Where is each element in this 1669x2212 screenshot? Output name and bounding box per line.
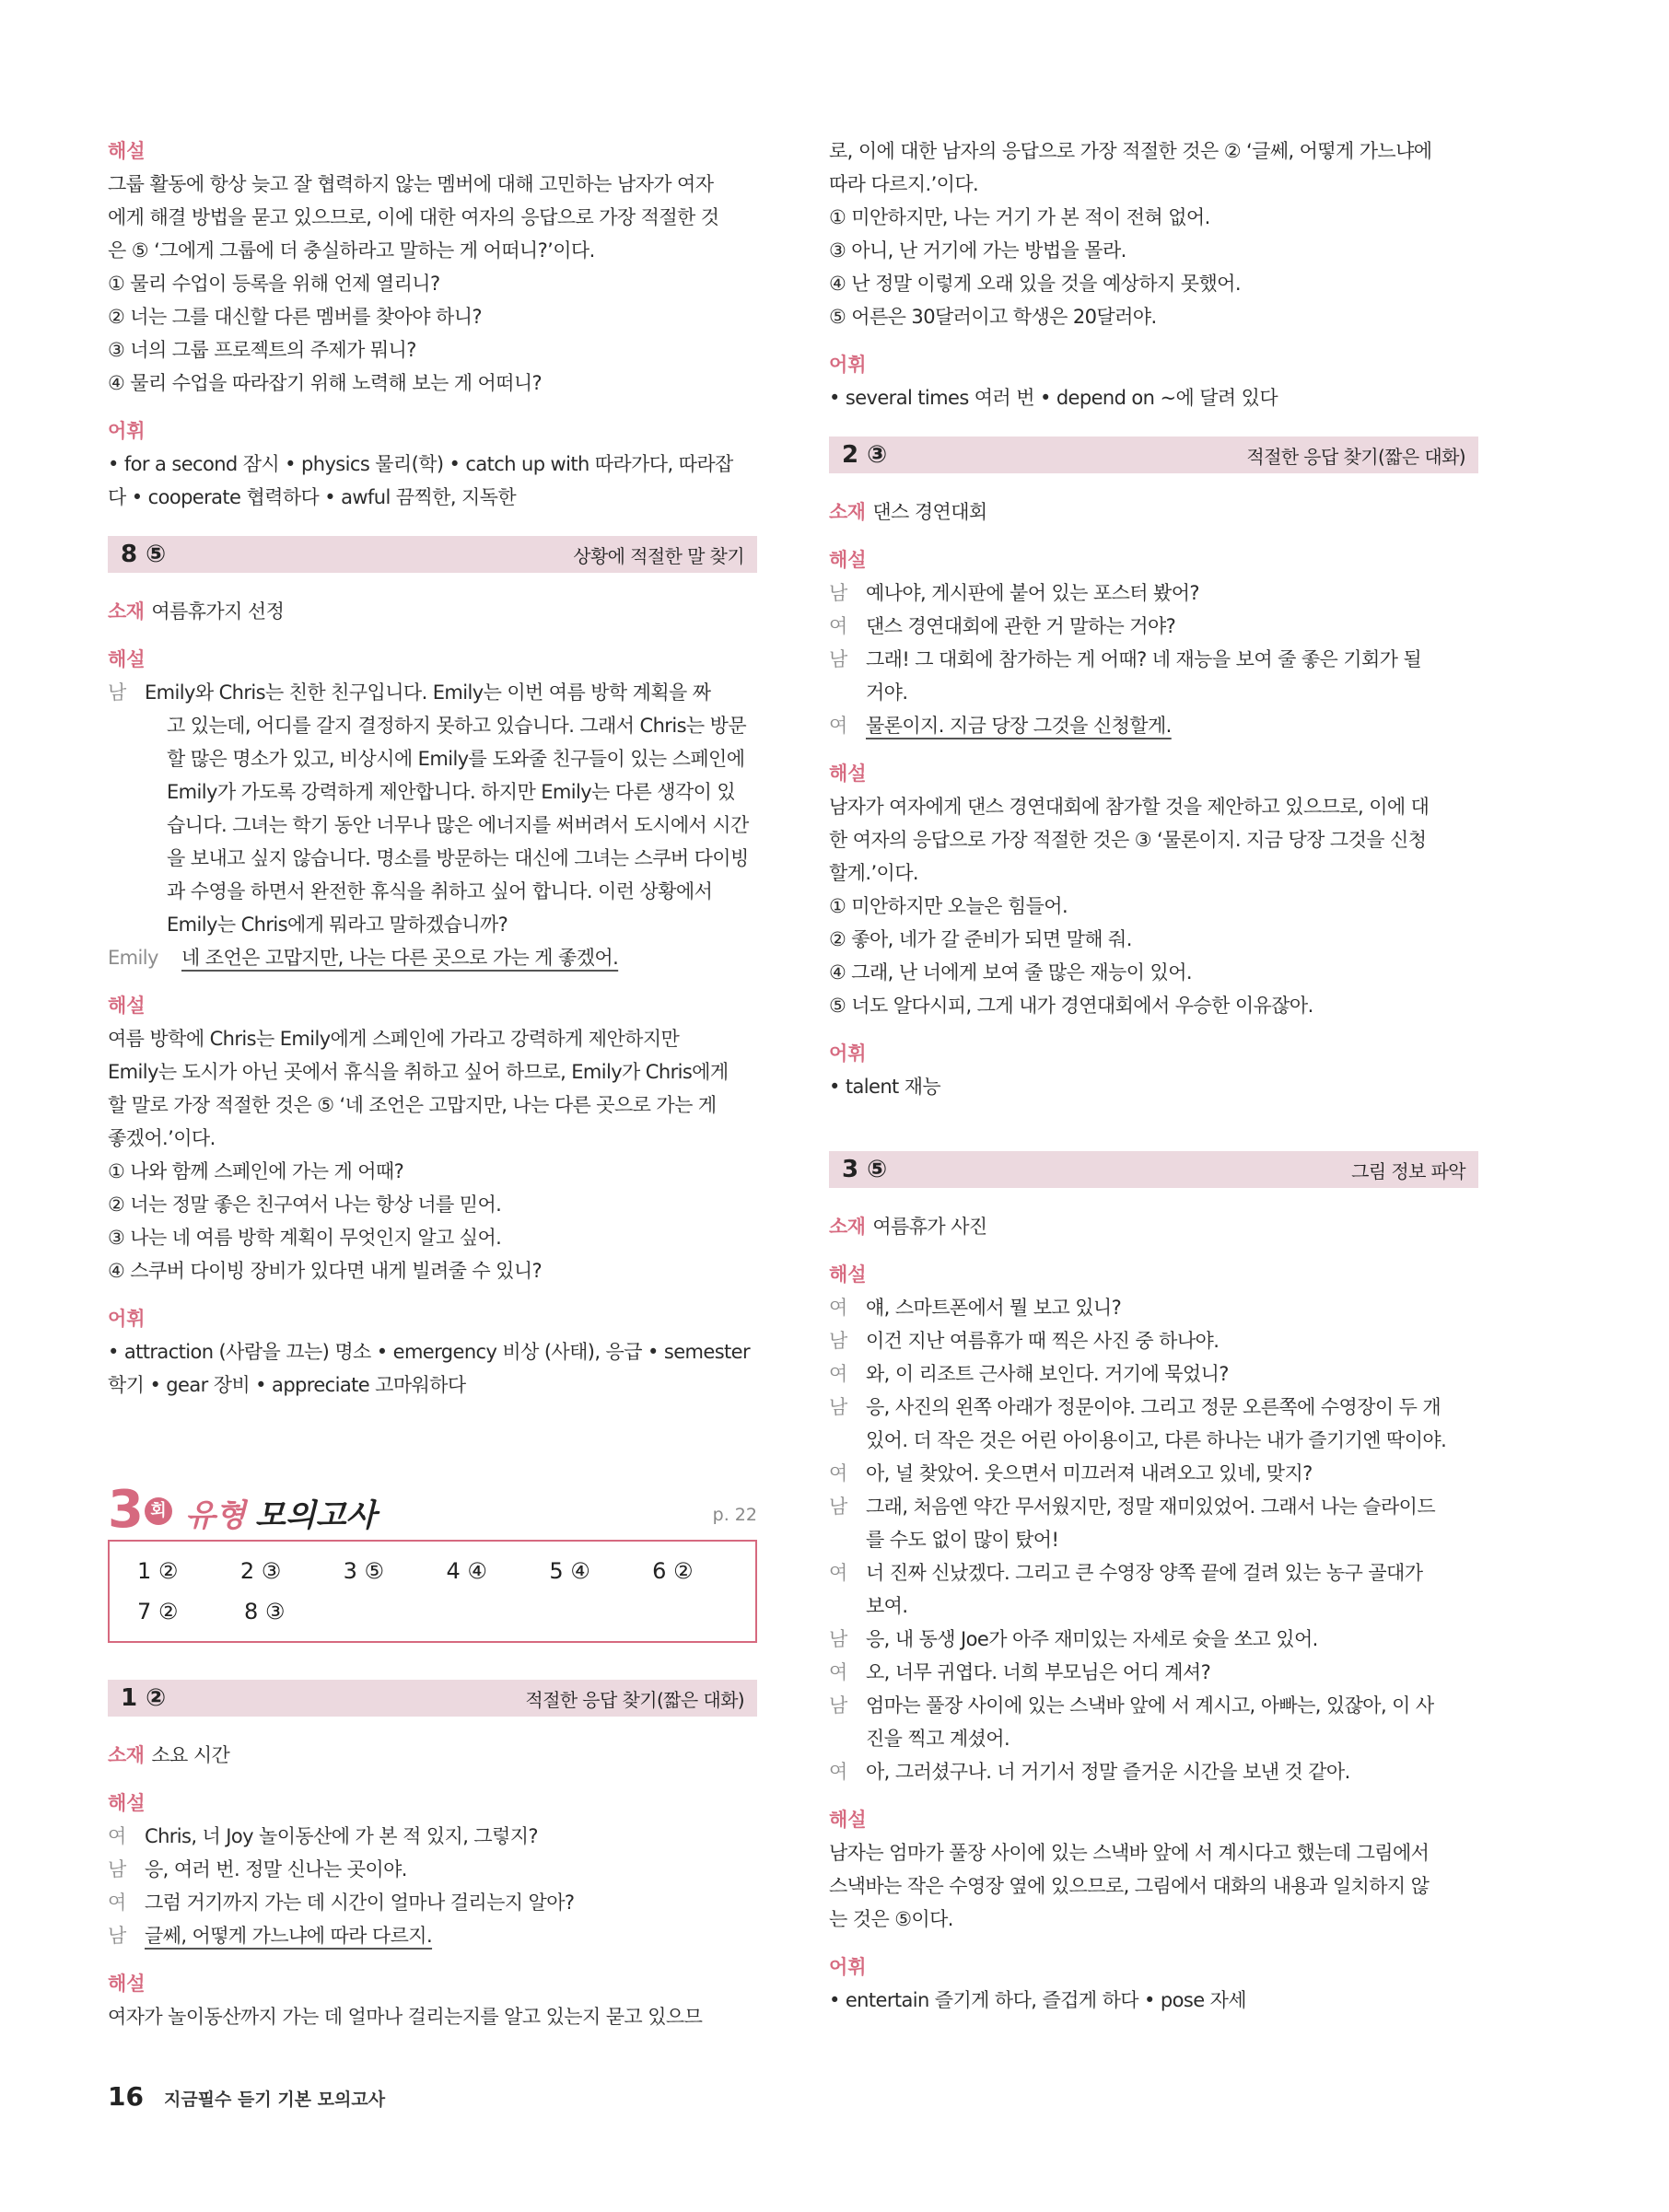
q1-category: 적절한 응답 찾기(짧은 대화): [525, 1688, 744, 1711]
dialog-line: [829, 1523, 1478, 1556]
dialog-line: [829, 709, 1478, 742]
q1-number: 1 ②: [121, 1684, 167, 1712]
header-rule: [108, 1540, 757, 1542]
speaker-label: 여: [829, 1462, 847, 1484]
option-line: ④ 그래, 난 너에게 보여 줄 많은 재능이 있어.: [829, 961, 1192, 984]
script-line: 고 있는데, 어디를 갈지 결정하지 못하고 있습니다. 그래서 Chris는 방문: [167, 715, 747, 737]
text-line: 여름 방학에 Chris는 Emily에게 스페인에 가라고 강력하게 제안하지만: [108, 1028, 680, 1050]
option-line: ① 나와 함께 스페인에 가는 게 어때?: [108, 1160, 404, 1182]
q8-topic: [108, 595, 757, 628]
speaker-label: [829, 676, 866, 709]
option-line: ③ 아니, 난 거기에 가는 방법을 몰라.: [829, 239, 1126, 262]
test-title-mock: 모의고사: [255, 1497, 377, 1534]
speaker-label: 남: [829, 1628, 847, 1650]
option-line: ④ 물리 수업을 따라잡기 위해 노력해 보는 게 어떠니?: [108, 372, 543, 394]
q2-category: 적절한 응답 찾기(짧은 대화): [1246, 445, 1465, 468]
speaker-label: [829, 1523, 866, 1556]
text-line: 남자가 여자에게 댄스 경연대회에 참가할 것을 제안하고 있으므로, 이에 대: [829, 796, 1430, 818]
option-line: ② 좋아, 네가 갈 준비가 되면 말해 줘.: [829, 928, 1132, 950]
answer-item: 1 ②: [137, 1558, 179, 1584]
q8-explanation-heading: 해설: [108, 995, 146, 1017]
vocab-line: • for a second 잠시 • physics 물리(학) • catch up with 따라가다, 따라잡: [108, 453, 733, 475]
script-line: Emily는 Chris에게 뭐라고 말하겠습니까?: [167, 914, 508, 936]
dialog-text: 예나야, 게시판에 붙어 있는 포스터 봤어?: [866, 582, 1199, 604]
speaker-label: 여: [829, 1363, 847, 1385]
q1-script-heading: 해설: [108, 1792, 146, 1814]
speaker-label: 여: [829, 715, 847, 737]
dialog-line: [108, 1919, 757, 1952]
q8-number: 8 ⑤: [121, 541, 167, 568]
q3-category: 그림 정보 파악: [1351, 1159, 1465, 1182]
test-title-type: 유형: [185, 1497, 246, 1534]
text-line: 따라 다르지.’이다.: [829, 173, 979, 195]
q1-section-bar: [108, 1680, 757, 1717]
dialog-line: [829, 610, 1478, 643]
option-line: ① 물리 수업이 등록을 위해 언제 열리니?: [108, 273, 440, 295]
vocab-line: • talent 재능: [829, 1076, 941, 1098]
answer-key-box: [108, 1542, 757, 1643]
speaker-label: 남: [829, 1396, 847, 1418]
dialog-line: [829, 1755, 1478, 1788]
q8-vocab-heading: 어휘: [108, 1308, 146, 1330]
test-number: 3: [108, 1480, 144, 1540]
option-line: ① 미안하지만, 나는 거기 가 본 적이 전혀 없어.: [829, 206, 1210, 228]
book-title: 지금필수 듣기 기본 모의고사: [163, 2090, 386, 2110]
q1-topic: [108, 1739, 757, 1772]
text-line: 한 여자의 응답으로 가장 적절한 것은 ③ ‘물론이지. 지금 당장 그것을 신청: [829, 829, 1427, 851]
dialog-line: [829, 1357, 1478, 1391]
dialog-text: 댄스 경연대회에 관한 거 말하는 거야?: [866, 615, 1176, 637]
q3-dialog: [829, 1291, 1478, 1788]
dialog-text: 그럼 거기까지 가는 데 시간이 얼마나 걸리는지 알아?: [145, 1892, 575, 1914]
script-line: 을 보내고 싶지 않습니다. 명소를 방문하는 대신에 그녀는 스쿠버 다이빙: [167, 847, 749, 869]
q3-number: 3 ⑤: [842, 1156, 888, 1183]
vocab-line: 다 • cooperate 협력하다 • awful 끔찍한, 지독한: [108, 486, 517, 508]
script-line: 습니다. 그녀는 학기 동안 너무나 많은 에너지를 써버려서 도시에서 시간: [167, 814, 749, 836]
dialog-line: [108, 1853, 757, 1886]
answer-item: 3 ⑤: [343, 1558, 385, 1584]
topic-label: 소재: [108, 600, 145, 623]
q7-explanation-heading: 해설: [108, 140, 146, 162]
q8-script-heading: 해설: [108, 648, 146, 670]
speaker-label: 남: [829, 1496, 847, 1518]
dialog-line: [829, 1589, 1478, 1623]
script-line: 과 수영을 하면서 완전한 휴식을 취하고 싶어 합니다. 이런 상황에서: [167, 880, 713, 902]
q2-section-bar: [829, 437, 1478, 473]
text-line: 할 말로 가장 적절한 것은 ⑤ ‘네 조언은 고맙지만, 나는 다른 곳으로 가는 게: [108, 1094, 717, 1116]
dialog-line: [829, 1556, 1478, 1589]
topic-text: 여름휴가지 선정: [151, 600, 285, 623]
topic-label: 소재: [108, 1744, 145, 1766]
answer-text: 네 조언은 고맙지만, 나는 다른 곳으로 가는 게 좋겠어.: [181, 947, 619, 969]
page-number: 16: [108, 2081, 144, 2112]
dialog-text: 있어. 더 작은 것은 어린 아이용이고, 다른 하나는 내가 즐기기엔 딱이야.: [866, 1429, 1447, 1451]
option-line: ③ 너의 그룹 프로젝트의 주제가 뭐니?: [108, 339, 416, 361]
answer-item: 8 ③: [244, 1599, 286, 1624]
dialog-text: 아, 널 찾았어. 웃으면서 미끄러져 내려오고 있네, 맞지?: [866, 1462, 1313, 1484]
speaker-label: 여: [108, 1892, 126, 1914]
q7-explanation: [108, 168, 757, 267]
q1-vocab-heading: 어휘: [829, 354, 867, 376]
speaker-label: 여: [108, 1825, 126, 1847]
text-line: 남자는 엄마가 풀장 사이에 있는 스낵바 앞에 서 계시다고 했는데 그림에서: [829, 1842, 1430, 1864]
script-line: Emily와 Chris는 친한 친구입니다. Emily는 이번 여름 방학 계획을 짜: [145, 681, 711, 704]
dialog-line: [829, 1623, 1478, 1656]
text-line: 는 것은 ⑤이다.: [829, 1908, 953, 1930]
test-round-badge: 회: [145, 1497, 172, 1525]
dialog-text: 이건 지난 여름휴가 때 찍은 사진 중 하나야.: [866, 1330, 1220, 1352]
q3-explanation-heading: 해설: [829, 1809, 867, 1831]
vocab-line: • attraction (사람을 끄는) 명소 • emergency 비상 (사태), 응급 • semester: [108, 1341, 751, 1363]
speaker-label: 여: [829, 615, 847, 637]
topic-text: 여름휴가 사진: [872, 1216, 987, 1238]
dialog-line: [829, 1722, 1478, 1755]
text-line: 여자가 놀이동산까지 가는 데 얼마나 걸리는지를 알고 있는지 묻고 있으므: [108, 2006, 703, 2028]
script-line: Emily가 가도록 강력하게 제안합니다. 하지만 Emily는 다른 생각이 있: [167, 781, 736, 803]
q8-answer: [108, 941, 757, 974]
speaker-label: 여: [829, 1562, 847, 1584]
dialog-line: [829, 1324, 1478, 1357]
answer-item: 7 ②: [137, 1599, 179, 1624]
option-line: ② 너는 정말 좋은 친구여서 나는 항상 너를 믿어.: [108, 1193, 502, 1216]
speaker-label: 여: [829, 1661, 847, 1683]
right-column: [829, 134, 1478, 2017]
option-line: ③ 나는 네 여름 방학 계획이 무엇인지 알고 싶어.: [108, 1227, 502, 1249]
q2-number: 2 ③: [842, 441, 888, 469]
answer-item: 5 ④: [549, 1558, 590, 1584]
q3-script-heading: 해설: [829, 1263, 867, 1286]
topic-label: 소재: [829, 501, 866, 523]
text-line: 스낵바는 작은 수영장 옆에 있으므로, 그림에서 대화의 내용과 일치하지 않: [829, 1875, 1430, 1897]
q7-options: [108, 267, 757, 400]
q2-script-heading: 해설: [829, 549, 867, 571]
dialog-text: Chris, 너 Joy 놀이동산에 가 본 적 있지, 그렇지?: [145, 1825, 538, 1847]
dialog-text: 그래! 그 대회에 참가하는 게 어때? 네 재능을 보여 줄 좋은 기회가 될: [866, 648, 1422, 670]
vocab-line: • several times 여러 번 • depend on ~에 달려 있다: [829, 387, 1278, 409]
speaker-label: 남: [108, 1858, 126, 1880]
dialog-text: 아, 그러셨구나. 너 거기서 정말 즐거운 시간을 보낸 것 같아.: [866, 1761, 1350, 1783]
dialog-text: 를 수도 없이 많이 탔어!: [866, 1529, 1059, 1551]
speaker-label: 여: [829, 1297, 847, 1319]
dialog-text: 응, 사진의 왼쪽 아래가 정문이야. 그리고 정문 오른쪽에 수영장이 두 개: [866, 1396, 1441, 1418]
dialog-text: 너 진짜 신났겠다. 그리고 큰 수영장 양쪽 끝에 걸려 있는 농구 골대가: [866, 1562, 1423, 1584]
dialog-line: [829, 1457, 1478, 1490]
speaker-label: 남: [829, 582, 847, 604]
speaker-label: [829, 1722, 866, 1755]
option-line: ① 미안하지만 오늘은 힘들어.: [829, 895, 1068, 917]
option-line: ④ 난 정말 이렇게 오래 있을 것을 예상하지 못했어.: [829, 273, 1241, 295]
dialog-text: 와, 이 리조트 근사해 보인다. 거기에 묵었니?: [866, 1363, 1229, 1385]
speaker-label: Emily: [108, 947, 158, 969]
dialog-line: [829, 1490, 1478, 1523]
speaker-label: [829, 1424, 866, 1457]
topic-text: 소요 시간: [151, 1744, 230, 1766]
answer-text: 물론이지. 지금 당장 그것을 신청할게.: [866, 715, 1172, 737]
text-line: 좋겠어.’이다.: [108, 1127, 216, 1149]
option-line: ⑤ 어른은 30달러이고 학생은 20달러야.: [829, 306, 1157, 328]
text-line: 로, 이에 대한 남자의 응답으로 가장 적절한 것은 ② ‘글쎄, 어떻게 가느냐에: [829, 140, 1432, 162]
q8-category: 상황에 적절한 말 찾기: [573, 544, 744, 567]
speaker-label: 남: [829, 1694, 847, 1717]
dialog-text: 그래, 처음엔 약간 무서웠지만, 정말 재미있었어. 그래서 나는 슬라이드: [866, 1496, 1436, 1518]
text-line: 그룹 활동에 항상 늦고 잘 협력하지 않는 멤버에 대해 고민하는 남자가 여자: [108, 173, 714, 195]
q3-vocab-heading: 어휘: [829, 1956, 867, 1978]
speaker-label: 여: [829, 1761, 847, 1783]
answer-item: 2 ③: [239, 1558, 282, 1584]
speaker-label: 남: [829, 1330, 847, 1352]
text-line: Emily는 도시가 아닌 곳에서 휴식을 취하고 싶어 하므로, Emily가 Chris에게: [108, 1061, 729, 1083]
answer-item: 4 ④: [446, 1558, 487, 1584]
q2-topic: [829, 495, 1478, 529]
test-page-ref: p. 22: [712, 1505, 757, 1525]
topic-label: 소재: [829, 1216, 866, 1238]
option-line: ② 너는 그를 대신할 다른 멤버를 찾아야 하니?: [108, 306, 482, 328]
speaker-label: 남: [829, 648, 847, 670]
dialog-line: [829, 1656, 1478, 1689]
script-line: 할 많은 명소가 있고, 비상시에 Emily를 도와줄 친구들이 있는 스페인에: [167, 748, 745, 770]
vocab-line: • entertain 즐기게 하다, 즐겁게 하다 • pose 자세: [829, 1989, 1246, 2011]
page-footer: [108, 2081, 385, 2112]
text-line: 은 ⑤ ‘그에게 그룹에 더 충실하라고 말하는 게 어떠니?’이다.: [108, 239, 595, 262]
dialog-line: [829, 1291, 1478, 1324]
dialog-line: [829, 1424, 1478, 1457]
text-line: 할게.’이다.: [829, 862, 918, 884]
text-line: 에게 해결 방법을 묻고 있으므로, 이에 대한 여자의 응답으로 가장 적절한 것: [108, 206, 719, 228]
dialog-line: [108, 1886, 757, 1919]
left-column: [108, 134, 757, 2033]
dialog-text: 엄마는 풀장 사이에 있는 스낵바 앞에 서 계시고, 아빠는, 있잖아, 이 사: [866, 1694, 1434, 1717]
vocab-line: 학기 • gear 장비 • appreciate 고마워하다: [108, 1374, 466, 1396]
dialog-text: 오, 너무 귀엽다. 너희 부모님은 어디 계셔?: [866, 1661, 1211, 1683]
dialog-text: 응, 여러 번. 정말 신나는 곳이야.: [145, 1858, 407, 1880]
dialog-text: 진을 찍고 계셨어.: [866, 1728, 1010, 1750]
dialog-line: [829, 643, 1478, 676]
dialog-line: [829, 576, 1478, 610]
speaker-label: [829, 1589, 866, 1623]
test-header: [108, 1480, 757, 1542]
q3-section-bar: [829, 1151, 1478, 1188]
q7-vocab-heading: 어휘: [108, 420, 146, 442]
topic-text: 댄스 경연대회: [872, 501, 987, 523]
dialog-line: [829, 1391, 1478, 1424]
option-line: ⑤ 너도 알다시피, 그게 내가 경연대회에서 우승한 이유잖아.: [829, 995, 1313, 1017]
q2-explanation-heading: 해설: [829, 763, 867, 785]
answer-item: 6 ②: [652, 1558, 694, 1584]
dialog-text: 응, 내 동생 Joe가 아주 재미있는 자세로 슛을 쏘고 있어.: [866, 1628, 1318, 1650]
speaker-label: 남: [108, 1925, 126, 1947]
option-line: ④ 스쿠버 다이빙 장비가 있다면 내게 빌려줄 수 있니?: [108, 1260, 543, 1282]
dialog-line: [108, 1820, 757, 1853]
q1-explanation-heading: 해설: [108, 1973, 146, 1995]
dialog-text: 거야.: [866, 681, 908, 704]
dialog-text: 얘, 스마트폰에서 뭘 보고 있니?: [866, 1297, 1122, 1319]
dialog-text: 보여.: [866, 1595, 908, 1617]
speaker-label: 남: [108, 681, 126, 704]
q2-vocab-heading: 어휘: [829, 1042, 867, 1065]
q3-topic: [829, 1210, 1478, 1243]
dialog-line: [829, 1689, 1478, 1722]
answer-text: 글쎄, 어떻게 가느냐에 따라 다르지.: [145, 1925, 433, 1947]
dialog-line: [829, 676, 1478, 709]
q8-script: [108, 676, 757, 941]
q8-section-bar: [108, 536, 757, 573]
